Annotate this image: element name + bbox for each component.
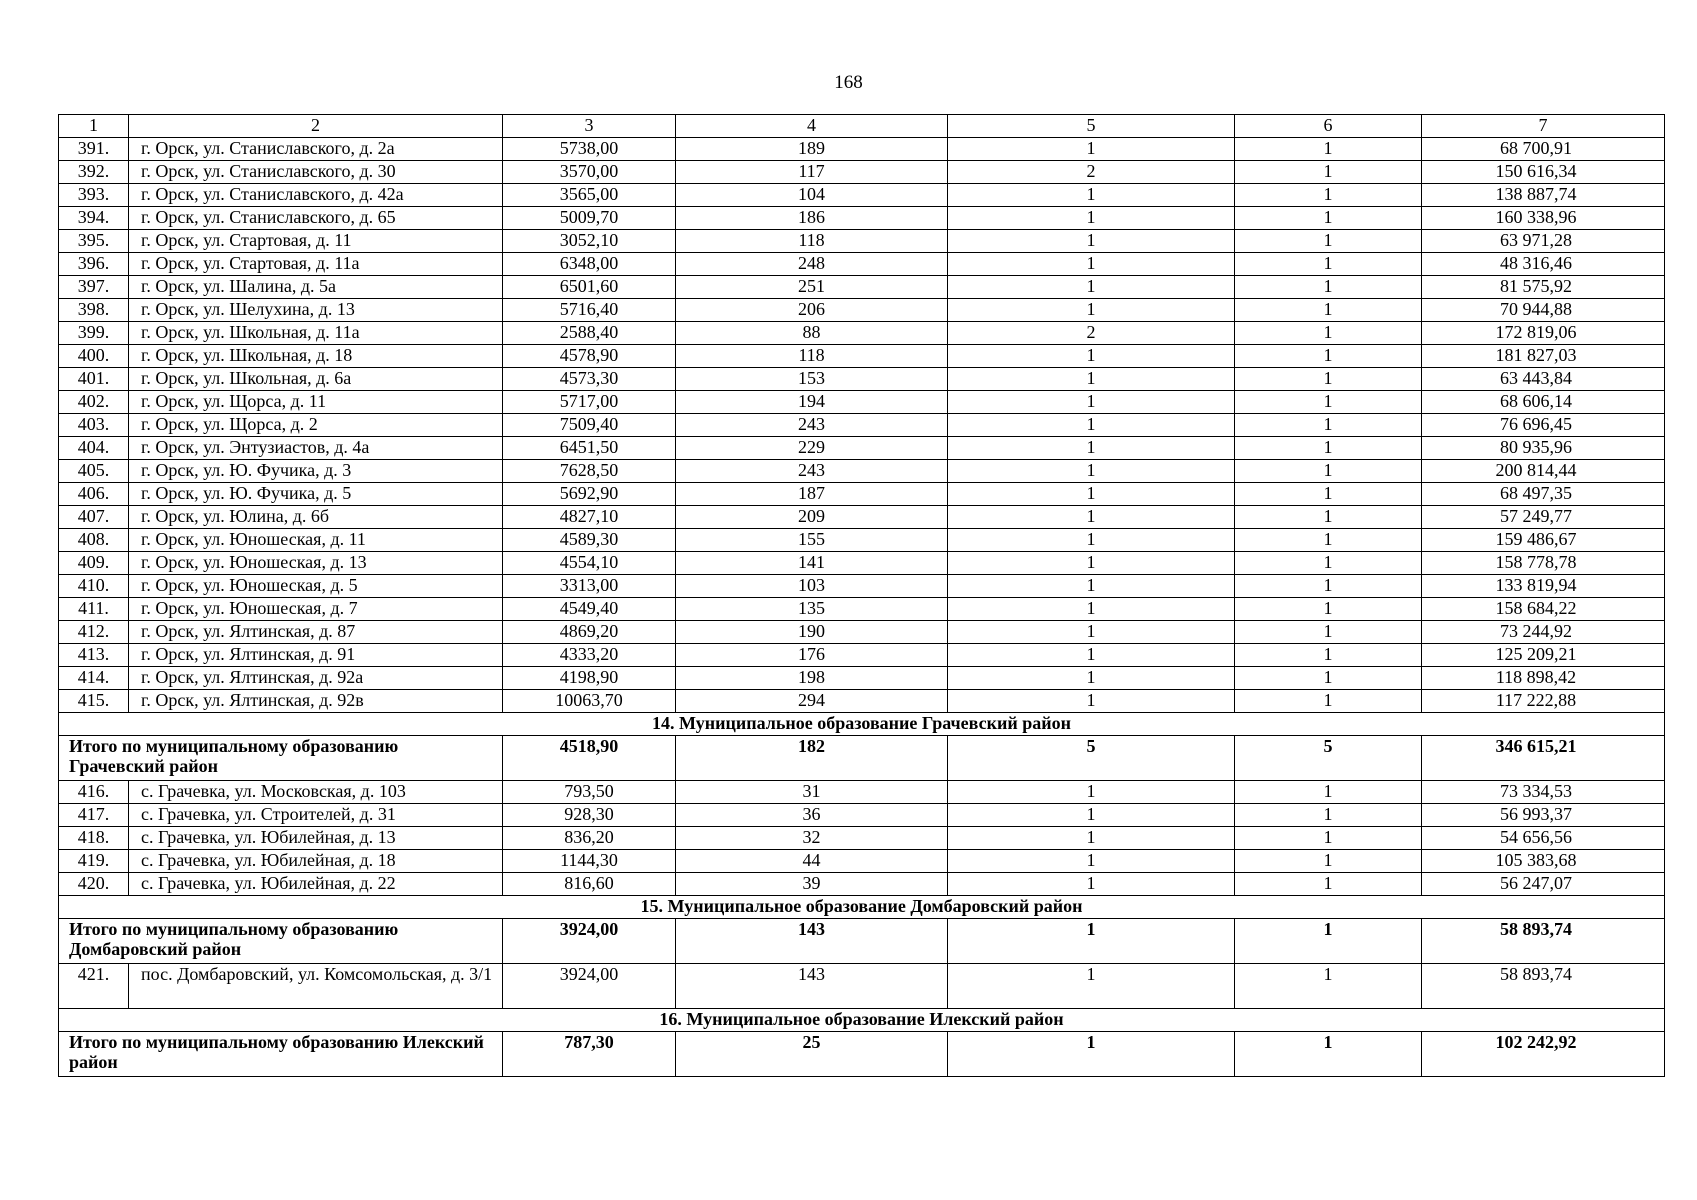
area-cell: 3052,10 bbox=[503, 230, 676, 253]
residents-cell: 88 bbox=[676, 322, 948, 345]
residents-cell: 118 bbox=[676, 230, 948, 253]
amount-cell: 56 993,37 bbox=[1422, 804, 1665, 827]
table-row bbox=[59, 322, 1665, 345]
table-row bbox=[59, 161, 1665, 184]
col6-cell: 1 bbox=[1235, 437, 1422, 460]
table-row bbox=[59, 368, 1665, 391]
row-number-cell: 406. bbox=[59, 483, 129, 506]
table-row bbox=[59, 850, 1665, 873]
row-number-cell: 404. bbox=[59, 437, 129, 460]
address-cell: г. Орск, ул. Станиславского, д. 65 bbox=[129, 207, 503, 230]
amount-cell: 68 606,14 bbox=[1422, 391, 1665, 414]
area-cell: 5738,00 bbox=[503, 138, 676, 161]
area-cell: 4573,30 bbox=[503, 368, 676, 391]
header-row bbox=[59, 115, 1665, 138]
area-cell: 816,60 bbox=[503, 873, 676, 896]
residents-cell: 103 bbox=[676, 575, 948, 598]
col6-cell: 1 bbox=[1235, 161, 1422, 184]
address-cell: г. Орск, ул. Юношеская, д. 13 bbox=[129, 552, 503, 575]
col5-cell: 1 bbox=[948, 621, 1235, 644]
area-cell: 4198,90 bbox=[503, 667, 676, 690]
total-label: Итого по муниципальному образованию Грачевский район bbox=[59, 736, 503, 781]
residents-cell: 44 bbox=[676, 850, 948, 873]
residents-cell: 229 bbox=[676, 437, 948, 460]
address-cell: с. Грачевка, ул. Строителей, д. 31 bbox=[129, 804, 503, 827]
col5-cell: 1 bbox=[948, 644, 1235, 667]
residents-cell: 243 bbox=[676, 414, 948, 437]
table-row bbox=[59, 552, 1665, 575]
residents-cell: 143 bbox=[676, 964, 948, 1009]
amount-cell: 158 684,22 bbox=[1422, 598, 1665, 621]
col5-total-cell: 5 bbox=[948, 736, 1235, 781]
address-cell: с. Грачевка, ул. Юбилейная, д. 18 bbox=[129, 850, 503, 873]
table-row bbox=[59, 276, 1665, 299]
area-cell: 5717,00 bbox=[503, 391, 676, 414]
col5-cell: 2 bbox=[948, 322, 1235, 345]
row-number-cell: 405. bbox=[59, 460, 129, 483]
area-total-cell: 4518,90 bbox=[503, 736, 676, 781]
table-row bbox=[59, 207, 1665, 230]
row-number-cell: 393. bbox=[59, 184, 129, 207]
address-cell: г. Орск, ул. Школьная, д. 6а bbox=[129, 368, 503, 391]
residents-cell: 187 bbox=[676, 483, 948, 506]
amount-cell: 70 944,88 bbox=[1422, 299, 1665, 322]
address-cell: г. Орск, ул. Станиславского, д. 42а bbox=[129, 184, 503, 207]
table-row bbox=[59, 414, 1665, 437]
address-cell: г. Орск, ул. Щорса, д. 2 bbox=[129, 414, 503, 437]
amount-cell: 150 616,34 bbox=[1422, 161, 1665, 184]
table-row bbox=[59, 299, 1665, 322]
row-number-cell: 398. bbox=[59, 299, 129, 322]
col5-cell: 1 bbox=[948, 873, 1235, 896]
col6-cell: 1 bbox=[1235, 552, 1422, 575]
col5-cell: 1 bbox=[948, 299, 1235, 322]
col5-cell: 1 bbox=[948, 184, 1235, 207]
address-cell: г. Орск, ул. Щорса, д. 11 bbox=[129, 391, 503, 414]
address-cell: пос. Домбаровский, ул. Комсомольская, д. 3/1 bbox=[129, 964, 503, 1009]
col6-cell: 1 bbox=[1235, 690, 1422, 713]
row-number-cell: 412. bbox=[59, 621, 129, 644]
row-number-cell: 411. bbox=[59, 598, 129, 621]
address-cell: г. Орск, ул. Ялтинская, д. 87 bbox=[129, 621, 503, 644]
col5-cell: 1 bbox=[948, 483, 1235, 506]
table-row bbox=[59, 644, 1665, 667]
header-cell: 4 bbox=[676, 115, 948, 138]
residents-total-cell: 182 bbox=[676, 736, 948, 781]
row-number-cell: 395. bbox=[59, 230, 129, 253]
col6-cell: 1 bbox=[1235, 230, 1422, 253]
row-number-cell: 418. bbox=[59, 827, 129, 850]
col6-cell: 1 bbox=[1235, 873, 1422, 896]
area-cell: 10063,70 bbox=[503, 690, 676, 713]
amount-cell: 63 971,28 bbox=[1422, 230, 1665, 253]
residents-cell: 189 bbox=[676, 138, 948, 161]
area-cell: 5716,40 bbox=[503, 299, 676, 322]
row-number-cell: 394. bbox=[59, 207, 129, 230]
data-table bbox=[58, 114, 1665, 1077]
amount-cell: 125 209,21 bbox=[1422, 644, 1665, 667]
address-cell: г. Орск, ул. Станиславского, д. 2а bbox=[129, 138, 503, 161]
col5-total-cell: 1 bbox=[948, 1032, 1235, 1077]
area-cell: 836,20 bbox=[503, 827, 676, 850]
residents-total-cell: 25 bbox=[676, 1032, 948, 1077]
col5-cell: 1 bbox=[948, 207, 1235, 230]
amount-cell: 68 700,91 bbox=[1422, 138, 1665, 161]
col6-total-cell: 1 bbox=[1235, 1032, 1422, 1077]
col6-cell: 1 bbox=[1235, 345, 1422, 368]
header-cell: 6 bbox=[1235, 115, 1422, 138]
table-row bbox=[59, 827, 1665, 850]
amount-cell: 181 827,03 bbox=[1422, 345, 1665, 368]
col6-cell: 1 bbox=[1235, 322, 1422, 345]
table-row bbox=[59, 506, 1665, 529]
col5-cell: 1 bbox=[948, 460, 1235, 483]
residents-cell: 135 bbox=[676, 598, 948, 621]
area-cell: 6451,50 bbox=[503, 437, 676, 460]
area-cell: 6348,00 bbox=[503, 253, 676, 276]
area-cell: 4549,40 bbox=[503, 598, 676, 621]
area-cell: 5009,70 bbox=[503, 207, 676, 230]
header-cell: 2 bbox=[129, 115, 503, 138]
col6-cell: 1 bbox=[1235, 827, 1422, 850]
col5-cell: 1 bbox=[948, 506, 1235, 529]
section-heading-row bbox=[59, 713, 1665, 736]
address-cell: г. Орск, ул. Стартовая, д. 11 bbox=[129, 230, 503, 253]
col5-cell: 1 bbox=[948, 964, 1235, 1009]
row-number-cell: 421. bbox=[59, 964, 129, 1009]
table-row bbox=[59, 391, 1665, 414]
residents-cell: 248 bbox=[676, 253, 948, 276]
area-cell: 4589,30 bbox=[503, 529, 676, 552]
col5-cell: 1 bbox=[948, 345, 1235, 368]
section-heading: 14. Муниципальное образование Грачевский район bbox=[59, 713, 1665, 736]
amount-cell: 80 935,96 bbox=[1422, 437, 1665, 460]
table-row bbox=[59, 253, 1665, 276]
amount-cell: 48 316,46 bbox=[1422, 253, 1665, 276]
col5-cell: 1 bbox=[948, 529, 1235, 552]
residents-cell: 206 bbox=[676, 299, 948, 322]
row-number-cell: 401. bbox=[59, 368, 129, 391]
col6-cell: 1 bbox=[1235, 506, 1422, 529]
amount-total-cell: 102 242,92 bbox=[1422, 1032, 1665, 1077]
table-row bbox=[59, 964, 1665, 1009]
amount-total-cell: 58 893,74 bbox=[1422, 919, 1665, 964]
residents-cell: 141 bbox=[676, 552, 948, 575]
row-number-cell: 403. bbox=[59, 414, 129, 437]
address-cell: г. Орск, ул. Юношеская, д. 11 bbox=[129, 529, 503, 552]
col6-cell: 1 bbox=[1235, 964, 1422, 1009]
residents-cell: 32 bbox=[676, 827, 948, 850]
amount-cell: 56 247,07 bbox=[1422, 873, 1665, 896]
col6-cell: 1 bbox=[1235, 575, 1422, 598]
residents-cell: 117 bbox=[676, 161, 948, 184]
amount-cell: 76 696,45 bbox=[1422, 414, 1665, 437]
area-cell: 3924,00 bbox=[503, 964, 676, 1009]
residents-cell: 294 bbox=[676, 690, 948, 713]
amount-total-cell: 346 615,21 bbox=[1422, 736, 1665, 781]
col5-cell: 1 bbox=[948, 230, 1235, 253]
col5-cell: 2 bbox=[948, 161, 1235, 184]
residents-cell: 194 bbox=[676, 391, 948, 414]
address-cell: г. Орск, ул. Стартовая, д. 11а bbox=[129, 253, 503, 276]
col6-cell: 1 bbox=[1235, 207, 1422, 230]
area-cell: 3313,00 bbox=[503, 575, 676, 598]
amount-cell: 160 338,96 bbox=[1422, 207, 1665, 230]
amount-cell: 118 898,42 bbox=[1422, 667, 1665, 690]
residents-cell: 209 bbox=[676, 506, 948, 529]
address-cell: г. Орск, ул. Ялтинская, д. 92в bbox=[129, 690, 503, 713]
residents-cell: 190 bbox=[676, 621, 948, 644]
row-number-cell: 410. bbox=[59, 575, 129, 598]
area-cell: 6501,60 bbox=[503, 276, 676, 299]
amount-cell: 159 486,67 bbox=[1422, 529, 1665, 552]
col5-cell: 1 bbox=[948, 414, 1235, 437]
table-row bbox=[59, 621, 1665, 644]
address-cell: с. Грачевка, ул. Юбилейная, д. 13 bbox=[129, 827, 503, 850]
col6-cell: 1 bbox=[1235, 391, 1422, 414]
col5-cell: 1 bbox=[948, 368, 1235, 391]
row-number-cell: 407. bbox=[59, 506, 129, 529]
amount-cell: 68 497,35 bbox=[1422, 483, 1665, 506]
area-cell: 1144,30 bbox=[503, 850, 676, 873]
area-cell: 4827,10 bbox=[503, 506, 676, 529]
amount-cell: 138 887,74 bbox=[1422, 184, 1665, 207]
col6-cell: 1 bbox=[1235, 253, 1422, 276]
amount-cell: 63 443,84 bbox=[1422, 368, 1665, 391]
amount-cell: 58 893,74 bbox=[1422, 964, 1665, 1009]
table-row bbox=[59, 345, 1665, 368]
residents-cell: 155 bbox=[676, 529, 948, 552]
col5-cell: 1 bbox=[948, 437, 1235, 460]
col6-cell: 1 bbox=[1235, 414, 1422, 437]
residents-cell: 36 bbox=[676, 804, 948, 827]
address-cell: г. Орск, ул. Ялтинская, д. 91 bbox=[129, 644, 503, 667]
section-heading: 16. Муниципальное образование Илекский район bbox=[59, 1009, 1665, 1032]
table-row bbox=[59, 804, 1665, 827]
address-cell: г. Орск, ул. Школьная, д. 18 bbox=[129, 345, 503, 368]
table-row bbox=[59, 690, 1665, 713]
col6-cell: 1 bbox=[1235, 138, 1422, 161]
col6-cell: 1 bbox=[1235, 299, 1422, 322]
residents-cell: 176 bbox=[676, 644, 948, 667]
area-cell: 928,30 bbox=[503, 804, 676, 827]
page-number: 168 bbox=[834, 72, 863, 93]
area-cell: 3570,00 bbox=[503, 161, 676, 184]
area-cell: 5692,90 bbox=[503, 483, 676, 506]
table-row bbox=[59, 437, 1665, 460]
residents-cell: 243 bbox=[676, 460, 948, 483]
col6-total-cell: 1 bbox=[1235, 919, 1422, 964]
table-row bbox=[59, 230, 1665, 253]
col6-cell: 1 bbox=[1235, 621, 1422, 644]
table-row bbox=[59, 781, 1665, 804]
row-number-cell: 409. bbox=[59, 552, 129, 575]
col5-cell: 1 bbox=[948, 804, 1235, 827]
amount-cell: 57 249,77 bbox=[1422, 506, 1665, 529]
col5-cell: 1 bbox=[948, 276, 1235, 299]
area-total-cell: 3924,00 bbox=[503, 919, 676, 964]
table-row bbox=[59, 460, 1665, 483]
address-cell: г. Орск, ул. Ялтинская, д. 92а bbox=[129, 667, 503, 690]
residents-cell: 104 bbox=[676, 184, 948, 207]
col5-cell: 1 bbox=[948, 690, 1235, 713]
col6-cell: 1 bbox=[1235, 804, 1422, 827]
col5-cell: 1 bbox=[948, 827, 1235, 850]
col5-cell: 1 bbox=[948, 391, 1235, 414]
address-cell: г. Орск, ул. Ю. Фучика, д. 3 bbox=[129, 460, 503, 483]
header-cell: 5 bbox=[948, 115, 1235, 138]
col5-total-cell: 1 bbox=[948, 919, 1235, 964]
col6-cell: 1 bbox=[1235, 644, 1422, 667]
address-cell: г. Орск, ул. Шелухина, д. 13 bbox=[129, 299, 503, 322]
row-number-cell: 413. bbox=[59, 644, 129, 667]
col6-cell: 1 bbox=[1235, 529, 1422, 552]
amount-cell: 73 244,92 bbox=[1422, 621, 1665, 644]
row-number-cell: 415. bbox=[59, 690, 129, 713]
table-row bbox=[59, 529, 1665, 552]
table-row bbox=[59, 138, 1665, 161]
col6-cell: 1 bbox=[1235, 184, 1422, 207]
row-number-cell: 392. bbox=[59, 161, 129, 184]
amount-cell: 133 819,94 bbox=[1422, 575, 1665, 598]
row-number-cell: 402. bbox=[59, 391, 129, 414]
table-body bbox=[59, 115, 1665, 1077]
header-cell: 1 bbox=[59, 115, 129, 138]
table-row bbox=[59, 184, 1665, 207]
area-cell: 2588,40 bbox=[503, 322, 676, 345]
row-number-cell: 419. bbox=[59, 850, 129, 873]
row-number-cell: 416. bbox=[59, 781, 129, 804]
residents-cell: 39 bbox=[676, 873, 948, 896]
table-row bbox=[59, 598, 1665, 621]
section-heading-row bbox=[59, 896, 1665, 919]
amount-cell: 117 222,88 bbox=[1422, 690, 1665, 713]
area-cell: 7628,50 bbox=[503, 460, 676, 483]
col6-cell: 1 bbox=[1235, 460, 1422, 483]
address-cell: с. Грачевка, ул. Московская, д. 103 bbox=[129, 781, 503, 804]
residents-total-cell: 143 bbox=[676, 919, 948, 964]
address-cell: г. Орск, ул. Шалина, д. 5а bbox=[129, 276, 503, 299]
row-number-cell: 391. bbox=[59, 138, 129, 161]
area-cell: 4578,90 bbox=[503, 345, 676, 368]
header-cell: 7 bbox=[1422, 115, 1665, 138]
col6-total-cell: 5 bbox=[1235, 736, 1422, 781]
table-row bbox=[59, 575, 1665, 598]
amount-cell: 158 778,78 bbox=[1422, 552, 1665, 575]
area-cell: 4554,10 bbox=[503, 552, 676, 575]
address-cell: г. Орск, ул. Ю. Фучика, д. 5 bbox=[129, 483, 503, 506]
col6-cell: 1 bbox=[1235, 598, 1422, 621]
residents-cell: 153 bbox=[676, 368, 948, 391]
table-row bbox=[59, 873, 1665, 896]
amount-cell: 81 575,92 bbox=[1422, 276, 1665, 299]
row-number-cell: 414. bbox=[59, 667, 129, 690]
col5-cell: 1 bbox=[948, 667, 1235, 690]
amount-cell: 200 814,44 bbox=[1422, 460, 1665, 483]
area-cell: 793,50 bbox=[503, 781, 676, 804]
section-heading-row bbox=[59, 1009, 1665, 1032]
col6-cell: 1 bbox=[1235, 781, 1422, 804]
amount-cell: 172 819,06 bbox=[1422, 322, 1665, 345]
address-cell: г. Орск, ул. Школьная, д. 11а bbox=[129, 322, 503, 345]
table-row bbox=[59, 483, 1665, 506]
area-cell: 4869,20 bbox=[503, 621, 676, 644]
total-row bbox=[59, 1032, 1665, 1077]
col6-cell: 1 bbox=[1235, 850, 1422, 873]
total-row bbox=[59, 736, 1665, 781]
row-number-cell: 396. bbox=[59, 253, 129, 276]
residents-cell: 198 bbox=[676, 667, 948, 690]
residents-cell: 186 bbox=[676, 207, 948, 230]
area-cell: 4333,20 bbox=[503, 644, 676, 667]
col6-cell: 1 bbox=[1235, 483, 1422, 506]
residents-cell: 251 bbox=[676, 276, 948, 299]
amount-cell: 105 383,68 bbox=[1422, 850, 1665, 873]
residents-cell: 31 bbox=[676, 781, 948, 804]
row-number-cell: 397. bbox=[59, 276, 129, 299]
total-row bbox=[59, 919, 1665, 964]
col5-cell: 1 bbox=[948, 253, 1235, 276]
amount-cell: 54 656,56 bbox=[1422, 827, 1665, 850]
col6-cell: 1 bbox=[1235, 368, 1422, 391]
area-total-cell: 787,30 bbox=[503, 1032, 676, 1077]
row-number-cell: 408. bbox=[59, 529, 129, 552]
address-cell: г. Орск, ул. Юлина, д. 6б bbox=[129, 506, 503, 529]
col5-cell: 1 bbox=[948, 138, 1235, 161]
address-cell: г. Орск, ул. Энтузиастов, д. 4а bbox=[129, 437, 503, 460]
col5-cell: 1 bbox=[948, 781, 1235, 804]
col5-cell: 1 bbox=[948, 575, 1235, 598]
header-cell: 3 bbox=[503, 115, 676, 138]
col5-cell: 1 bbox=[948, 552, 1235, 575]
area-cell: 3565,00 bbox=[503, 184, 676, 207]
row-number-cell: 420. bbox=[59, 873, 129, 896]
total-label: Итого по муниципальному образованию Илекский район bbox=[59, 1032, 503, 1077]
col6-cell: 1 bbox=[1235, 276, 1422, 299]
section-heading: 15. Муниципальное образование Домбаровский район bbox=[59, 896, 1665, 919]
address-cell: с. Грачевка, ул. Юбилейная, д. 22 bbox=[129, 873, 503, 896]
address-cell: г. Орск, ул. Юношеская, д. 7 bbox=[129, 598, 503, 621]
total-label: Итого по муниципальному образованию Домбаровский район bbox=[59, 919, 503, 964]
address-cell: г. Орск, ул. Юношеская, д. 5 bbox=[129, 575, 503, 598]
row-number-cell: 399. bbox=[59, 322, 129, 345]
col5-cell: 1 bbox=[948, 850, 1235, 873]
col5-cell: 1 bbox=[948, 598, 1235, 621]
row-number-cell: 417. bbox=[59, 804, 129, 827]
amount-cell: 73 334,53 bbox=[1422, 781, 1665, 804]
area-cell: 7509,40 bbox=[503, 414, 676, 437]
residents-cell: 118 bbox=[676, 345, 948, 368]
row-number-cell: 400. bbox=[59, 345, 129, 368]
col6-cell: 1 bbox=[1235, 667, 1422, 690]
table-row bbox=[59, 667, 1665, 690]
address-cell: г. Орск, ул. Станиславского, д. 30 bbox=[129, 161, 503, 184]
